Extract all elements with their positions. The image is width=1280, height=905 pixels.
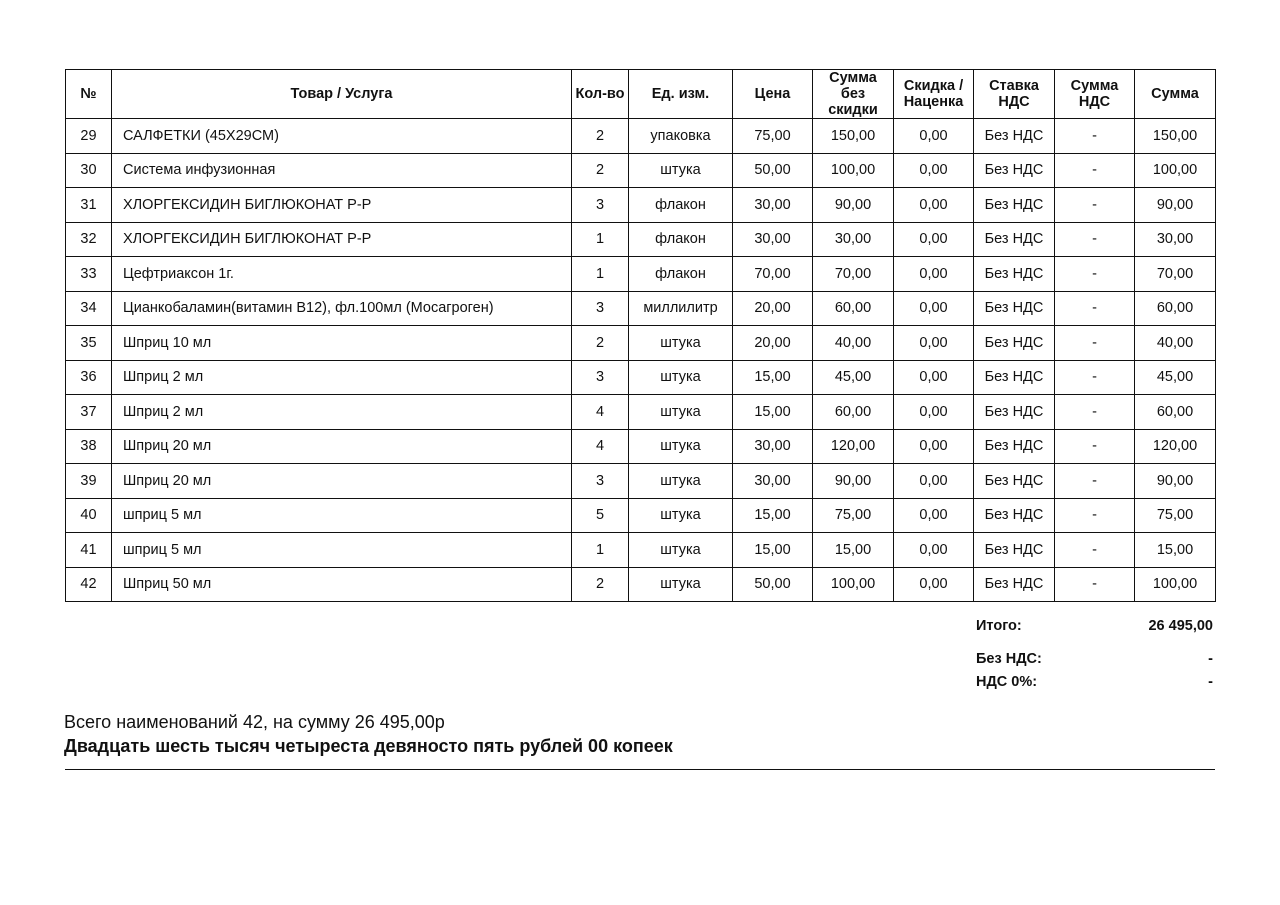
cell-sum-before-discount: 100,00	[813, 153, 894, 188]
cell-unit: флакон	[629, 188, 733, 223]
summary-no-vat-value: -	[1208, 651, 1213, 667]
cell-vat-rate: Без НДС	[974, 567, 1055, 602]
cell-sum: 60,00	[1135, 291, 1216, 326]
cell-discount: 0,00	[894, 153, 974, 188]
cell-price: 15,00	[733, 395, 813, 430]
cell-quantity: 1	[572, 222, 629, 257]
cell-unit: миллилитр	[629, 291, 733, 326]
col-header-discount: Скидка / Наценка	[894, 70, 974, 119]
cell-sum-before-discount: 100,00	[813, 567, 894, 602]
cell-vat-sum: -	[1055, 498, 1135, 533]
cell-vat-rate: Без НДС	[974, 257, 1055, 292]
cell-discount: 0,00	[894, 222, 974, 257]
cell-price: 70,00	[733, 257, 813, 292]
cell-vat-rate: Без НДС	[974, 360, 1055, 395]
table-row	[66, 188, 1216, 223]
table-row	[66, 119, 1216, 154]
cell-sum: 150,00	[1135, 119, 1216, 154]
cell-price: 15,00	[733, 498, 813, 533]
cell-product: Шприц 20 мл	[112, 429, 572, 464]
cell-quantity: 3	[572, 360, 629, 395]
cell-vat-sum: -	[1055, 291, 1135, 326]
cell-unit: штука	[629, 395, 733, 430]
cell-number: 34	[66, 291, 112, 326]
table-row	[66, 429, 1216, 464]
cell-discount: 0,00	[894, 567, 974, 602]
cell-unit: флакон	[629, 257, 733, 292]
cell-vat-sum: -	[1055, 395, 1135, 430]
cell-number: 31	[66, 188, 112, 223]
cell-quantity: 4	[572, 429, 629, 464]
cell-vat-rate: Без НДС	[974, 429, 1055, 464]
col-header-number: №	[66, 70, 112, 119]
cell-product: Система инфузионная	[112, 153, 572, 188]
table-row	[66, 464, 1216, 499]
cell-sum: 15,00	[1135, 533, 1216, 568]
cell-sum-before-discount: 90,00	[813, 464, 894, 499]
cell-vat-sum: -	[1055, 326, 1135, 361]
cell-quantity: 3	[572, 291, 629, 326]
cell-unit: штука	[629, 533, 733, 568]
cell-vat-rate: Без НДС	[974, 153, 1055, 188]
cell-unit: штука	[629, 498, 733, 533]
table-row	[66, 360, 1216, 395]
table-row	[66, 291, 1216, 326]
cell-sum-before-discount: 150,00	[813, 119, 894, 154]
table-header-row	[66, 70, 1216, 119]
cell-price: 50,00	[733, 567, 813, 602]
cell-discount: 0,00	[894, 429, 974, 464]
summary-total-label: Итого:	[976, 618, 1022, 634]
cell-unit: штука	[629, 429, 733, 464]
cell-discount: 0,00	[894, 291, 974, 326]
cell-price: 20,00	[733, 291, 813, 326]
cell-unit: штука	[629, 360, 733, 395]
cell-quantity: 2	[572, 119, 629, 154]
cell-number: 32	[66, 222, 112, 257]
cell-vat-rate: Без НДС	[974, 498, 1055, 533]
cell-sum: 90,00	[1135, 188, 1216, 223]
cell-price: 30,00	[733, 222, 813, 257]
cell-product: Шприц 2 мл	[112, 360, 572, 395]
cell-vat-sum: -	[1055, 222, 1135, 257]
cell-price: 50,00	[733, 153, 813, 188]
cell-quantity: 3	[572, 188, 629, 223]
cell-product: ХЛОРГЕКСИДИН БИГЛЮКОНАТ Р-Р	[112, 222, 572, 257]
cell-vat-rate: Без НДС	[974, 326, 1055, 361]
cell-product: Шприц 2 мл	[112, 395, 572, 430]
cell-sum: 30,00	[1135, 222, 1216, 257]
cell-quantity: 1	[572, 257, 629, 292]
cell-unit: штука	[629, 326, 733, 361]
cell-vat-rate: Без НДС	[974, 533, 1055, 568]
cell-unit: штука	[629, 567, 733, 602]
cell-number: 30	[66, 153, 112, 188]
cell-vat-rate: Без НДС	[974, 464, 1055, 499]
summary-total-value: 26 495,00	[1148, 618, 1213, 634]
cell-sum-before-discount: 70,00	[813, 257, 894, 292]
cell-number: 33	[66, 257, 112, 292]
cell-sum: 40,00	[1135, 326, 1216, 361]
cell-vat-sum: -	[1055, 429, 1135, 464]
cell-sum: 75,00	[1135, 498, 1216, 533]
table-row	[66, 498, 1216, 533]
col-header-unit: Ед. изм.	[629, 70, 733, 119]
cell-sum: 45,00	[1135, 360, 1216, 395]
cell-sum-before-discount: 45,00	[813, 360, 894, 395]
cell-number: 42	[66, 567, 112, 602]
cell-vat-rate: Без НДС	[974, 291, 1055, 326]
cell-unit: штука	[629, 153, 733, 188]
cell-vat-rate: Без НДС	[974, 188, 1055, 223]
cell-unit: упаковка	[629, 119, 733, 154]
cell-price: 30,00	[733, 464, 813, 499]
amount-in-words: Двадцать шесть тысяч четыреста девяносто пять рублей 00 копеек	[64, 736, 673, 756]
cell-number: 29	[66, 119, 112, 154]
cell-discount: 0,00	[894, 395, 974, 430]
col-header-quantity: Кол-во	[572, 70, 629, 119]
cell-vat-rate: Без НДС	[974, 222, 1055, 257]
col-header-vat-sum: Сумма НДС	[1055, 70, 1135, 119]
cell-product: САЛФЕТКИ (45Х29СМ)	[112, 119, 572, 154]
cell-price: 15,00	[733, 533, 813, 568]
table-row	[66, 567, 1216, 602]
cell-discount: 0,00	[894, 119, 974, 154]
cell-product: шприц 5 мл	[112, 533, 572, 568]
cell-sum: 70,00	[1135, 257, 1216, 292]
cell-product: Шприц 50 мл	[112, 567, 572, 602]
cell-sum-before-discount: 60,00	[813, 395, 894, 430]
cell-vat-sum: -	[1055, 360, 1135, 395]
cell-discount: 0,00	[894, 360, 974, 395]
col-header-product: Товар / Услуга	[112, 70, 572, 119]
cell-discount: 0,00	[894, 257, 974, 292]
cell-vat-sum: -	[1055, 153, 1135, 188]
table-row	[66, 533, 1216, 568]
cell-discount: 0,00	[894, 326, 974, 361]
cell-number: 36	[66, 360, 112, 395]
cell-discount: 0,00	[894, 188, 974, 223]
cell-sum: 100,00	[1135, 567, 1216, 602]
cell-vat-sum: -	[1055, 119, 1135, 154]
col-header-sum: Сумма	[1135, 70, 1216, 119]
cell-number: 40	[66, 498, 112, 533]
cell-quantity: 2	[572, 326, 629, 361]
cell-product: шприц 5 мл	[112, 498, 572, 533]
cell-product: Цефтриаксон 1г.	[112, 257, 572, 292]
table-row	[66, 257, 1216, 292]
cell-sum-before-discount: 15,00	[813, 533, 894, 568]
cell-quantity: 4	[572, 395, 629, 430]
summary-vat0-value: -	[1208, 674, 1213, 690]
cell-sum: 120,00	[1135, 429, 1216, 464]
cell-unit: штука	[629, 464, 733, 499]
cell-vat-rate: Без НДС	[974, 119, 1055, 154]
cell-sum-before-discount: 60,00	[813, 291, 894, 326]
cell-vat-sum: -	[1055, 257, 1135, 292]
cell-price: 30,00	[733, 188, 813, 223]
cell-quantity: 2	[572, 153, 629, 188]
cell-price: 15,00	[733, 360, 813, 395]
summary-vat0-label: НДС 0%:	[976, 674, 1038, 690]
bottom-divider	[65, 769, 1215, 770]
cell-vat-sum: -	[1055, 567, 1135, 602]
items-count-line: Всего наименований 42, на сумму 26 495,00р	[64, 712, 445, 732]
table-row	[66, 222, 1216, 257]
col-header-price: Цена	[733, 70, 813, 119]
cell-discount: 0,00	[894, 464, 974, 499]
cell-price: 75,00	[733, 119, 813, 154]
col-header-sum-before-discount: Сумма без скидки	[813, 70, 894, 119]
cell-quantity: 1	[572, 533, 629, 568]
cell-number: 37	[66, 395, 112, 430]
cell-sum-before-discount: 75,00	[813, 498, 894, 533]
cell-vat-sum: -	[1055, 464, 1135, 499]
cell-price: 30,00	[733, 429, 813, 464]
cell-sum: 90,00	[1135, 464, 1216, 499]
cell-vat-sum: -	[1055, 188, 1135, 223]
table-row	[66, 395, 1216, 430]
cell-sum-before-discount: 40,00	[813, 326, 894, 361]
cell-sum-before-discount: 120,00	[813, 429, 894, 464]
cell-number: 41	[66, 533, 112, 568]
cell-vat-sum: -	[1055, 533, 1135, 568]
cell-price: 20,00	[733, 326, 813, 361]
table-row	[66, 153, 1216, 188]
cell-number: 35	[66, 326, 112, 361]
cell-quantity: 3	[572, 464, 629, 499]
summary-no-vat-label: Без НДС:	[976, 651, 1042, 667]
cell-vat-rate: Без НДС	[974, 395, 1055, 430]
col-header-vat-rate: Ставка НДС	[974, 70, 1055, 119]
cell-unit: флакон	[629, 222, 733, 257]
cell-discount: 0,00	[894, 498, 974, 533]
cell-number: 38	[66, 429, 112, 464]
cell-quantity: 2	[572, 567, 629, 602]
cell-product: Шприц 10 мл	[112, 326, 572, 361]
cell-sum-before-discount: 90,00	[813, 188, 894, 223]
cell-sum: 60,00	[1135, 395, 1216, 430]
cell-product: Шприц 20 мл	[112, 464, 572, 499]
cell-product: ХЛОРГЕКСИДИН БИГЛЮКОНАТ Р-Р	[112, 188, 572, 223]
cell-sum-before-discount: 30,00	[813, 222, 894, 257]
table-row	[66, 326, 1216, 361]
cell-number: 39	[66, 464, 112, 499]
cell-quantity: 5	[572, 498, 629, 533]
table-body	[66, 119, 1216, 602]
cell-sum: 100,00	[1135, 153, 1216, 188]
cell-discount: 0,00	[894, 533, 974, 568]
invoice-items-table	[65, 69, 1216, 602]
cell-product: Цианкобаламин(витамин В12), фл.100мл (Мосагроген)	[112, 291, 572, 326]
